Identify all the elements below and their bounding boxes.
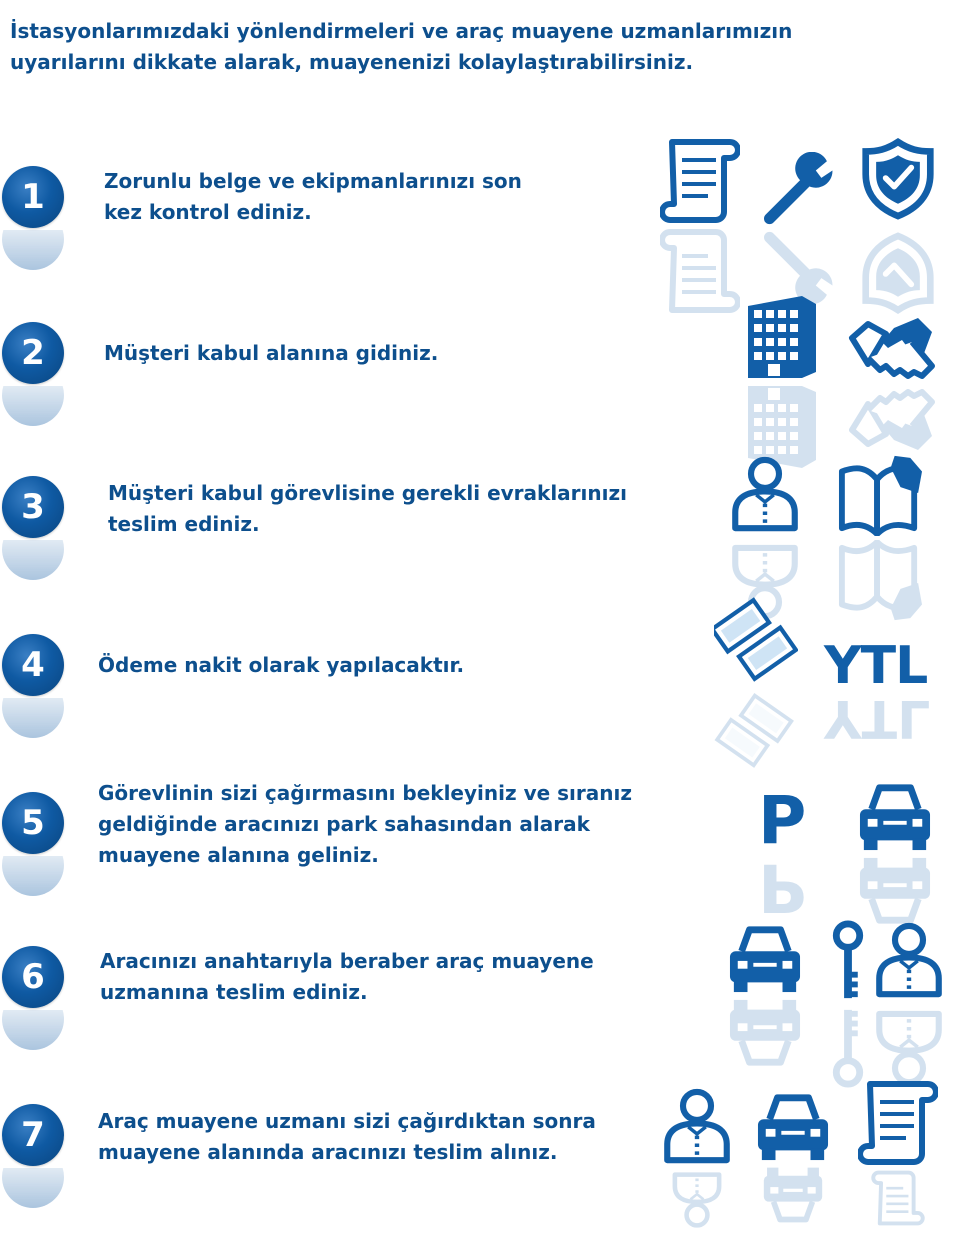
step-text — [98, 1106, 596, 1168]
step-text-line: uzmanına teslim ediniz. — [100, 980, 368, 1004]
step-number-badge: 6 — [2, 946, 64, 1008]
intro-line-2: uyarılarını dikkate alarak, muayenenizi kolaylaştırabilirsiniz. — [10, 50, 694, 74]
step-text-line: kez kontrol ediniz. — [104, 200, 312, 224]
shield-check-icon — [860, 134, 936, 224]
handshake-icon — [848, 308, 936, 382]
step-7 — [0, 1104, 960, 1254]
step-text — [108, 478, 627, 540]
step-text-line: Görevlinin sizi çağırmasını bekleyiniz ve sıranız — [98, 781, 632, 805]
step-text — [104, 338, 438, 369]
step-text-line: Araç muayene uzmanı sizi çağırdıktan sonra — [98, 1109, 596, 1133]
step-number-badge: 3 — [2, 476, 64, 538]
step-text-line: Ödeme nakit olarak yapılacaktır. — [98, 653, 465, 677]
car-icon — [854, 780, 936, 852]
step-text — [104, 166, 522, 228]
building-icon — [742, 292, 822, 380]
intro-line-1: İstasyonlarımızdaki yönlendirmeleri ve araç muayene uzmanlarımızın — [10, 19, 793, 43]
step-number-badge: 7 — [2, 1104, 64, 1166]
banknotes-icon — [714, 594, 798, 686]
step-text — [98, 650, 464, 681]
step-2 — [0, 322, 960, 472]
step-3 — [0, 476, 960, 626]
person-icon — [730, 452, 800, 536]
step-text-line: Müşteri kabul görevlisine gerekli evraklarınızı — [108, 481, 627, 505]
car-icon — [752, 1090, 834, 1162]
step-text-line: muayene alanına geliniz. — [98, 843, 379, 867]
car-icon — [724, 922, 806, 994]
parking-icon: P — [758, 782, 807, 859]
step-number-badge: 1 — [2, 166, 64, 228]
wrench-icon — [764, 152, 838, 226]
step-number-badge: 4 — [2, 634, 64, 696]
step-text-line: geldiğinde aracınızı park sahasından alarak — [98, 812, 590, 836]
step-text-line: Müşteri kabul alanına gidiniz. — [104, 341, 439, 365]
key-icon — [828, 920, 868, 1002]
step-number-badge: 2 — [2, 322, 64, 384]
step-text — [100, 946, 594, 1008]
step-text-line: muayene alanında aracınızı teslim alınız. — [98, 1140, 558, 1164]
step-text-line: teslim ediniz. — [108, 512, 260, 536]
person-icon — [874, 918, 944, 1002]
currency-icon: YTL — [824, 636, 928, 696]
document-icon — [858, 1080, 938, 1166]
document-icon — [660, 138, 740, 224]
book-icon — [826, 452, 934, 536]
person-icon — [662, 1084, 732, 1168]
step-6 — [0, 946, 960, 1096]
step-number-badge: 5 — [2, 792, 64, 854]
step-text — [98, 778, 632, 871]
intro-text — [10, 16, 930, 78]
step-4: 4 Ödeme nakit olarak yapılacaktır. YTL YTL — [0, 634, 960, 784]
step-text-line: Aracınızı anahtarıyla beraber araç muayene — [100, 949, 594, 973]
step-text-line: Zorunlu belge ve ekipmanlarınızı son — [104, 169, 522, 193]
step-5: 5 Görevlinin sizi çağırmasını bekleyiniz ve sıranız geldiğinde aracınızı park sahasından alarak muayene alanına geliniz. P P — [0, 792, 960, 942]
